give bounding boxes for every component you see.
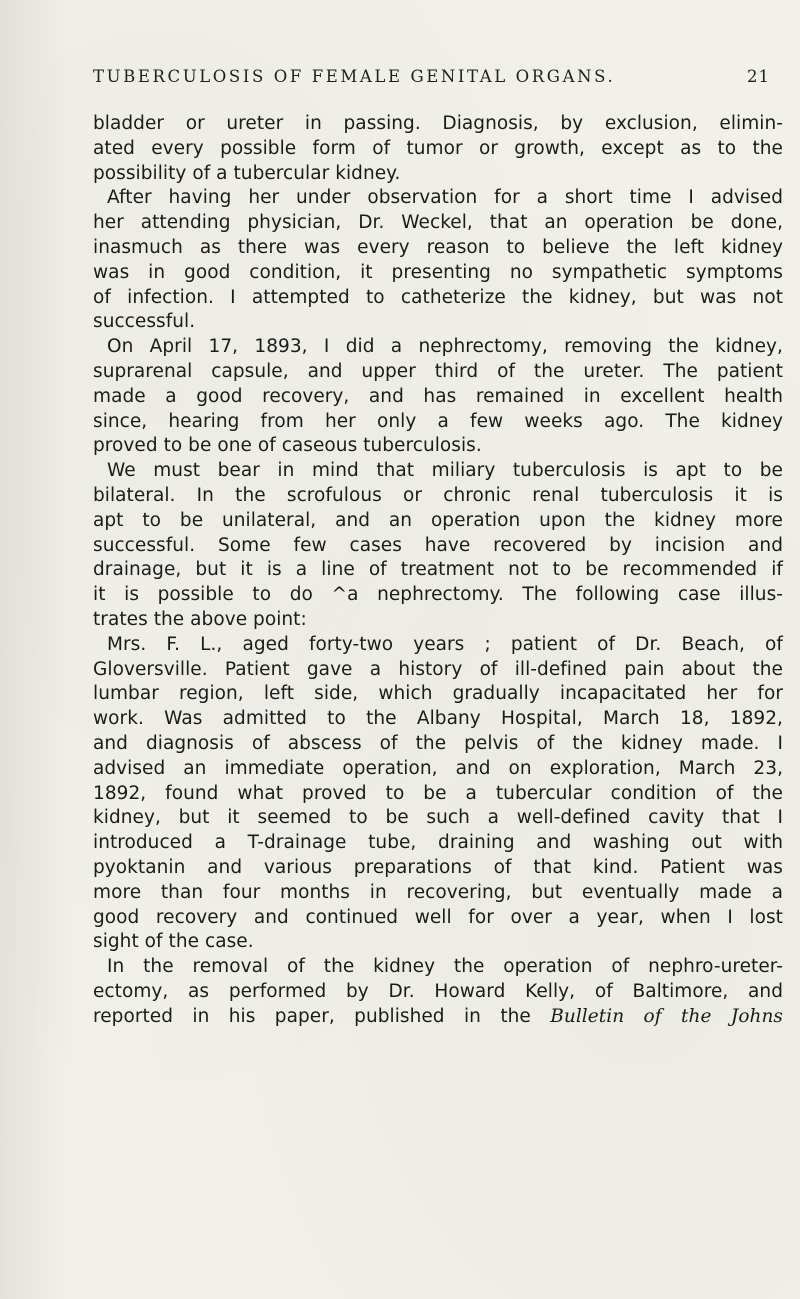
text-line: drainage, but it is a line of treatment not to be recommended if — [93, 559, 783, 581]
text-line: ated every possible form of tumor or growth, except as to the — [93, 137, 783, 159]
text-line: advised an immediate operation, and on exploration, March 23, — [93, 757, 783, 779]
text-line: since, hearing from her only a few weeks ago. The kidney — [93, 410, 783, 432]
text-line: After having her under observation for a short time I advised — [107, 187, 783, 209]
text-line: In the removal of the kidney the operation of nephro-ureter- — [107, 956, 783, 978]
text-line: and diagnosis of abscess of the pelvis of the kidney made. I — [93, 732, 783, 754]
text-line: sight of the case. — [93, 931, 254, 953]
page-number: 21 — [747, 67, 770, 86]
text-line-final-roman: reported in his paper, published in the — [93, 1005, 531, 1027]
text-line: Mrs. F. L., aged forty-two years ; patient of Dr. Beach, of — [107, 633, 783, 655]
text-line: was in good condition, it presenting no sympathetic symptoms — [93, 261, 783, 283]
text-line: bladder or ureter in passing. Diagnosis, by exclusion, elimin- — [93, 113, 783, 134]
text-line: On April 17, 1893, I did a nephrectomy, removing the kidney, — [107, 336, 783, 358]
text-line: 1892, found what proved to be a tubercular condition of the — [93, 782, 783, 804]
page-gutter-shadow — [0, 0, 70, 1299]
text-line: good recovery and continued well for over a year, when I lost — [93, 906, 783, 928]
text-line: possibility of a tubercular kidney. — [93, 162, 401, 184]
text-line: suprarenal capsule, and upper third of the ureter. The patient — [93, 360, 783, 382]
text-line: her attending physician, Dr. Weckel, that an operation be done, — [93, 212, 783, 234]
text-line: it is possible to do ^a nephrectomy. The following case illus- — [93, 584, 783, 606]
text-line: work. Was admitted to the Albany Hospital, March 18, 1892, — [93, 708, 783, 730]
text-line: ectomy, as performed by Dr. Howard Kelly, of Baltimore, and — [93, 980, 783, 1002]
text-line: pyoktanin and various preparations of that kind. Patient was — [93, 856, 783, 878]
text-line: bilateral. In the scrofulous or chronic renal tuberculosis it is — [93, 484, 783, 506]
journal-title-italic: Bulletin of the Johns — [550, 1005, 783, 1027]
running-head-title: TUBERCULOSIS OF FEMALE GENITAL ORGANS. — [93, 67, 616, 86]
text-line: proved to be one of caseous tuberculosis. — [93, 435, 482, 457]
text-line: apt to be unilateral, and an operation upon the kidney more — [93, 509, 783, 531]
text-line: more than four months in recovering, but eventually made a — [93, 881, 783, 903]
text-line: introduced a T-drainage tube, draining and washing out with — [93, 832, 783, 854]
text-line: of infection. I attempted to catheterize the kidney, but was not — [93, 286, 783, 308]
text-line: inasmuch as there was every reason to believe the left kidney — [93, 236, 783, 258]
text-line: Gloversville. Patient gave a history of ill-defined pain about the — [93, 658, 783, 680]
running-head — [0, 62, 800, 92]
text-line: successful. Some few cases have recovered by incision and — [93, 534, 783, 556]
text-line: trates the above point: — [93, 608, 307, 630]
text-line: successful. — [93, 311, 196, 333]
text-line: made a good recovery, and has remained in excellent health — [93, 385, 783, 407]
body-text — [93, 112, 783, 1029]
text-line: We must bear in mind that miliary tuberculosis is apt to be — [107, 460, 783, 482]
text-line: kidney, but it seemed to be such a well-defined cavity that I — [93, 807, 783, 829]
text-line-final — [93, 1005, 783, 1030]
text-line: lumbar region, left side, which gradually incapacitated her for — [93, 683, 783, 705]
